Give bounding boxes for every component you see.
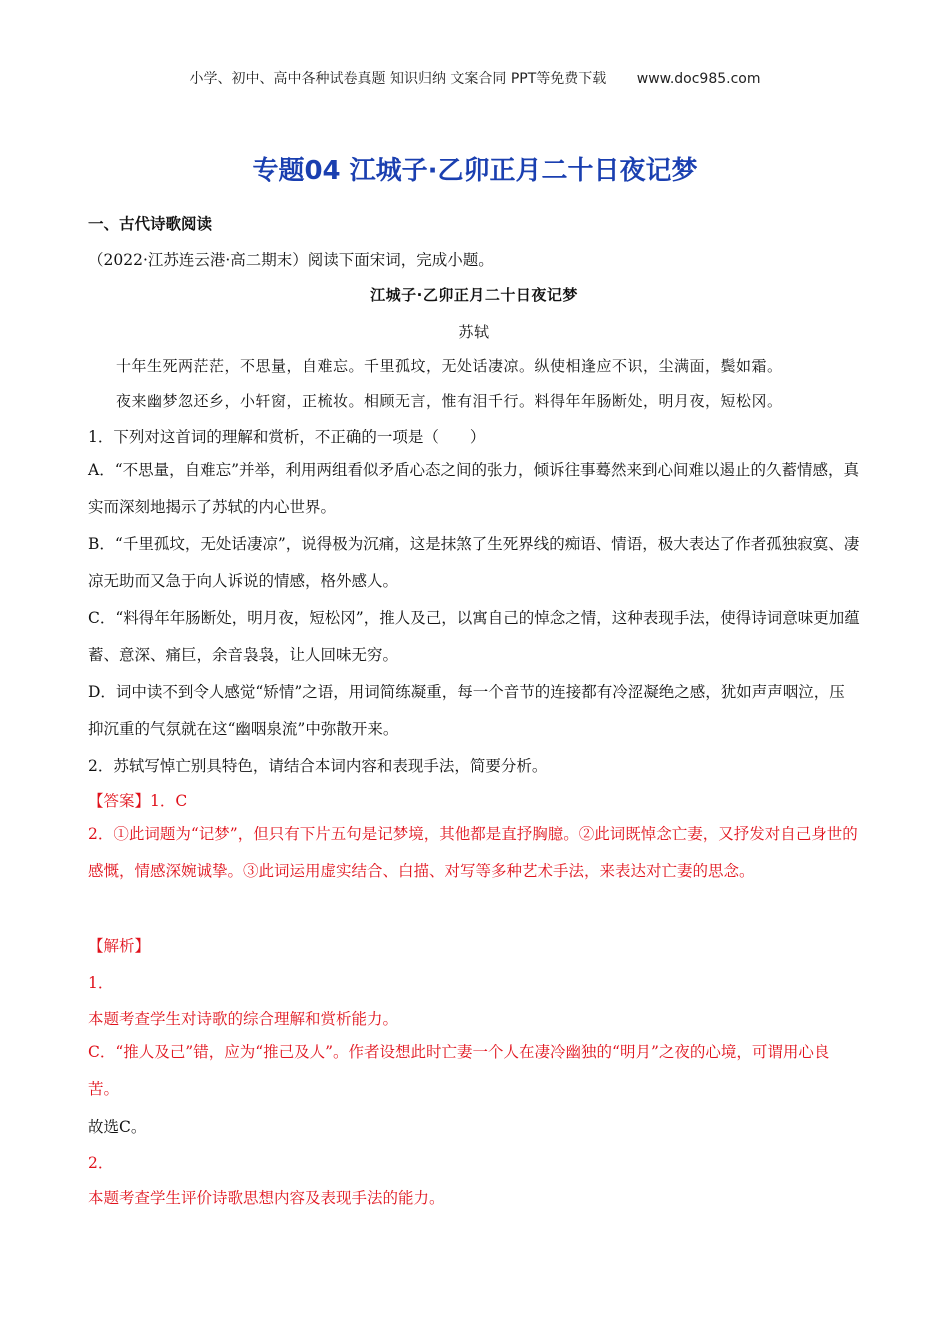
section-heading: 一、古代诗歌阅读 — [88, 215, 213, 233]
option-a: A．“不思量，自难忘”并举，利用两组看似矛盾心态之间的张力，倾诉往事蓦然来到心间难以遏止的久蓄情感，真实而深刻地揭示了苏轼的内心世界。 — [88, 461, 860, 516]
question-1-stem: 1．下列对这首词的理解和赏析，不正确的一项是（ ） — [88, 428, 486, 446]
analysis-number-2: 2． — [88, 1154, 114, 1172]
source-note: （2022·江苏连云港·高二期末）阅读下面宋词，完成小题。 — [88, 251, 494, 269]
answer-2: 2．①此词题为“记梦”，但只有下片五句是记梦境，其他都是直抒胸臆。②此词既悼念亡妻，又抒发对自己身世的感慨，情感深婉诚挚。③此词运用虚实结合、白描、对写等多种艺术手法，来表达对亡妻的思念。 — [88, 825, 858, 880]
answer-1: 1．C — [150, 792, 188, 810]
header-text: 小学、初中、高中各种试卷真题 知识归纳 文案合同 PPT等免费下载 — [189, 71, 607, 87]
answer-line — [88, 789, 860, 811]
analysis-conclusion: 故选C。 — [88, 1118, 147, 1136]
analysis-text: 本题考查学生评价诗歌思想内容及表现手法的能力。 — [88, 1189, 445, 1207]
analysis-text: C．“推人及己”错，应为“推己及人”。作者设想此时亡妻一个人在凄冷幽独的“明月”之夜的心境，可谓用心良苦。 — [88, 1043, 830, 1098]
poem-title: 江城子·乙卯正月二十日夜记梦 — [370, 286, 578, 304]
option-d: D．词中读不到令人感觉“矫情”之语，用词简练凝重，每一个音节的连接都有冷涩凝绝之感，犹如声声咽泣，压抑沉重的气氛就在这“幽咽泉流”中弥散开来。 — [88, 683, 845, 738]
analysis-number-1: 1． — [88, 974, 114, 992]
analysis-label: 【解析】 — [88, 937, 151, 955]
poem-author: 苏轼 — [458, 323, 490, 341]
page-title: 专题04 江城子·乙卯正月二十日夜记梦 — [252, 156, 698, 186]
poem-line: 夜来幽梦忽还乡，小轩窗，正梳妆。相顾无言，惟有泪千行。料得年年肠断处，明月夜，短松冈。 — [116, 392, 783, 410]
question-2-stem: 2．苏轼写悼亡别具特色，请结合本词内容和表现手法，简要分析。 — [88, 757, 548, 775]
option-c: C．“料得年年肠断处，明月夜，短松冈”，推人及己，以寓自己的悼念之情，这种表现手法，使得诗词意味更加蕴蓄、意深、痛巨，余音袅袅，让人回味无穷。 — [88, 609, 860, 664]
answer-label: 【答案】 — [88, 792, 151, 810]
page-header — [0, 68, 950, 88]
header-site-link[interactable]: www.doc985.com — [636, 71, 761, 87]
poem-line: 十年生死两茫茫，不思量，自难忘。千里孤坟，无处话凄凉。纵使相逢应不识，尘满面，鬓如霜。 — [116, 357, 783, 375]
analysis-text: 本题考查学生对诗歌的综合理解和赏析能力。 — [88, 1010, 399, 1028]
option-b: B．“千里孤坟，无处话凄凉”，说得极为沉痛，这是抹煞了生死界线的痴语、情语，极大表达了作者孤独寂寞、凄凉无助而又急于向人诉说的情感，格外感人。 — [88, 535, 860, 590]
